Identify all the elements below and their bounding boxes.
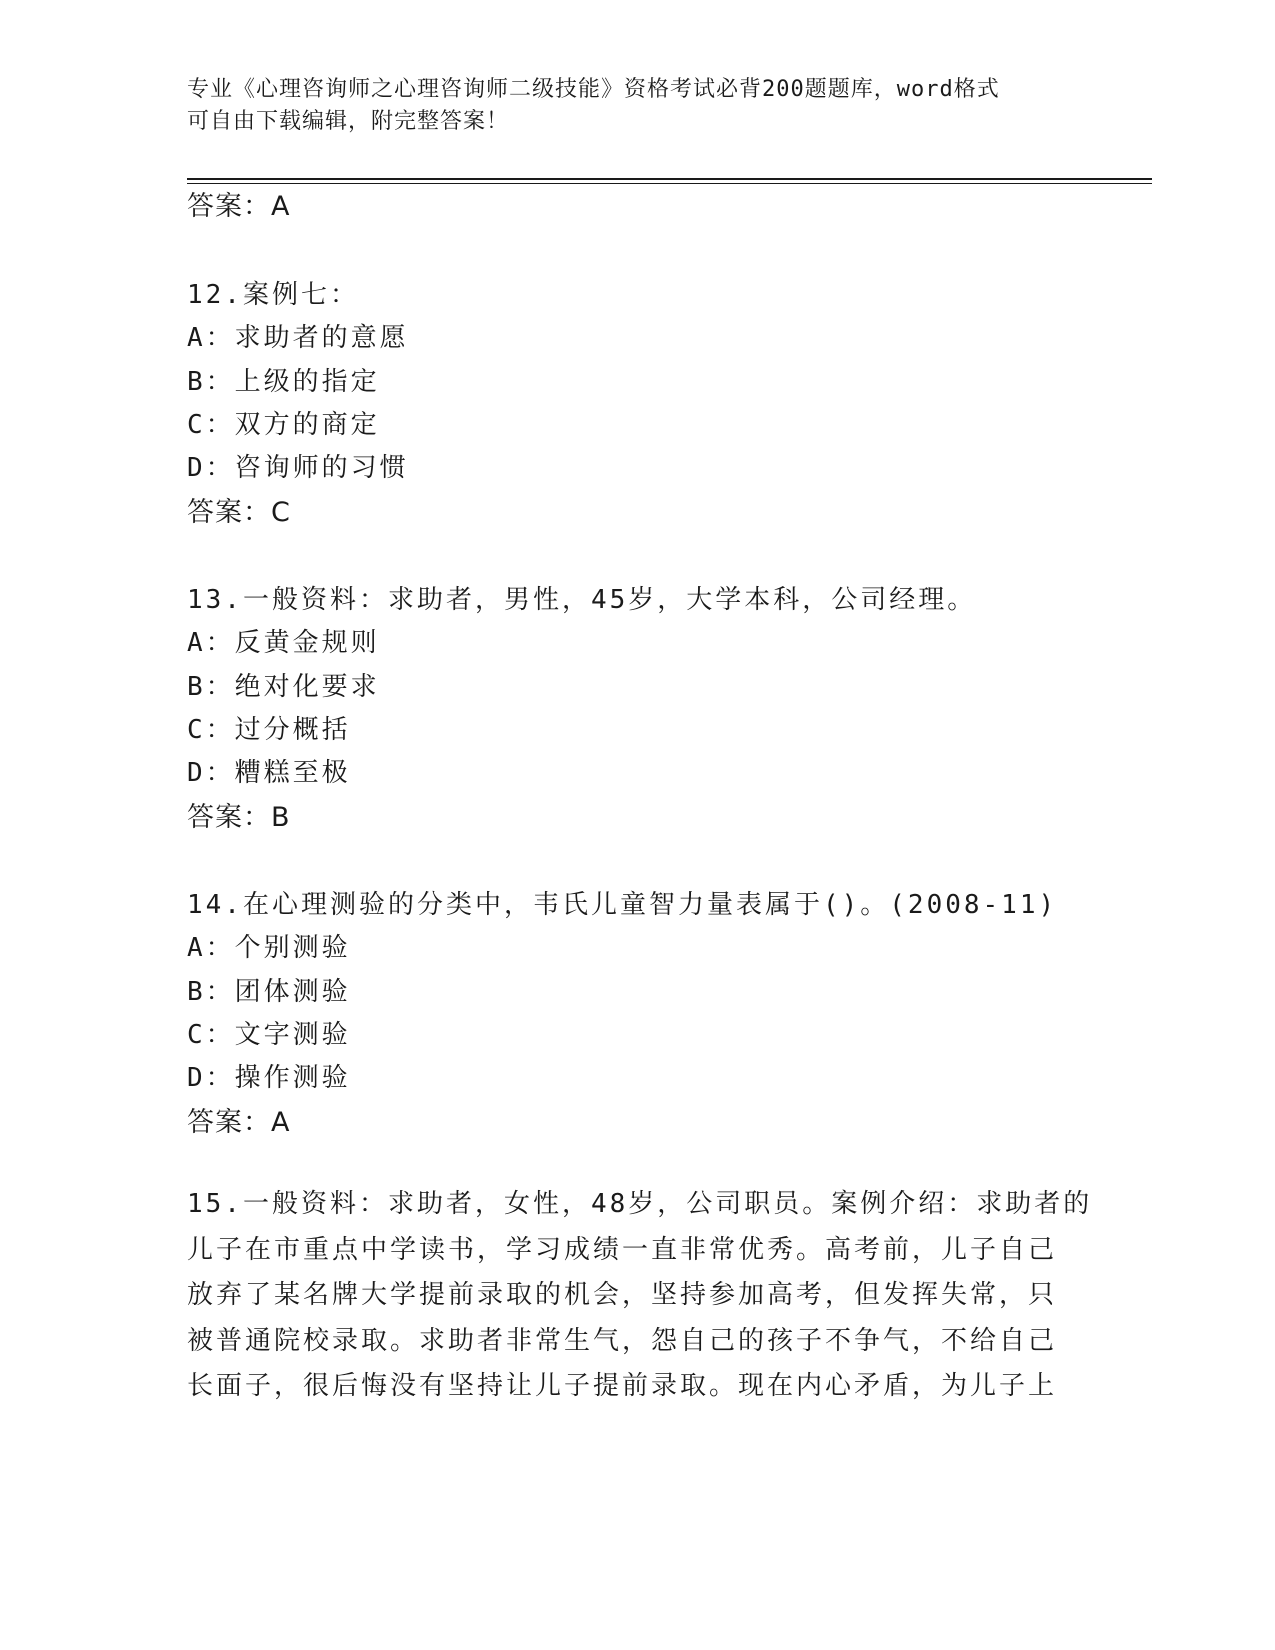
question-15-line: 15.一般资料：求助者，女性，48岁，公司职员。案例介绍：求助者的 bbox=[187, 1189, 1093, 1219]
question-13-option-d: D：糟糕至极 bbox=[187, 758, 351, 788]
question-13-option-c: C：过分概括 bbox=[187, 715, 351, 745]
answer-q14: 答案：A bbox=[187, 1107, 291, 1138]
question-15-line: 被普通院校录取。求助者非常生气，怨自己的孩子不争气，不给自己 bbox=[187, 1325, 1058, 1356]
question-12-option-b: B：上级的指定 bbox=[187, 367, 380, 397]
question-14-option-a: A：个别测验 bbox=[187, 933, 351, 963]
question-13-option-b: B：绝对化要求 bbox=[187, 672, 380, 702]
question-13-stem: 13.一般资料：求助者，男性，45岁，大学本科，公司经理。 bbox=[187, 585, 977, 615]
question-15-line: 长面子，很后悔没有坚持让儿子提前录取。现在内心矛盾，为儿子上 bbox=[187, 1371, 1058, 1401]
question-12-option-c: C：双方的商定 bbox=[187, 410, 380, 440]
question-15-line: 儿子在市重点中学读书，学习成绩一直非常优秀。高考前，儿子自己 bbox=[187, 1234, 1058, 1265]
question-13-option-a: A：反黄金规则 bbox=[187, 628, 380, 658]
header-divider-thick bbox=[187, 178, 1152, 180]
question-14-stem: 14.在心理测验的分类中，韦氏儿童智力量表属于()。(2008-11) bbox=[187, 890, 1058, 920]
question-12-stem: 12.案例七： bbox=[187, 280, 359, 310]
question-14-option-c: C：文字测验 bbox=[187, 1020, 351, 1050]
document-header bbox=[187, 74, 1067, 138]
header-line-1: 专业《心理咨询师之心理咨询师二级技能》资格考试必背200题题库，word格式 bbox=[187, 77, 1000, 102]
answer-q11: 答案：A bbox=[187, 191, 291, 222]
question-14-option-d: D：操作测验 bbox=[187, 1063, 351, 1093]
answer-q13: 答案：B bbox=[187, 802, 291, 833]
question-12-option-a: A：求助者的意愿 bbox=[187, 323, 409, 353]
header-divider-thin bbox=[187, 183, 1152, 184]
question-15-text bbox=[187, 1182, 1093, 1410]
answer-q12: 答案：C bbox=[187, 497, 291, 528]
question-12-option-d: D：咨询师的习惯 bbox=[187, 453, 409, 483]
header-line-2: 可自由下载编辑，附完整答案！ bbox=[187, 109, 510, 134]
question-15-line: 放弃了某名牌大学提前录取的机会，坚持参加高考，但发挥失常，只 bbox=[187, 1280, 1058, 1310]
question-14-option-b: B：团体测验 bbox=[187, 977, 351, 1007]
